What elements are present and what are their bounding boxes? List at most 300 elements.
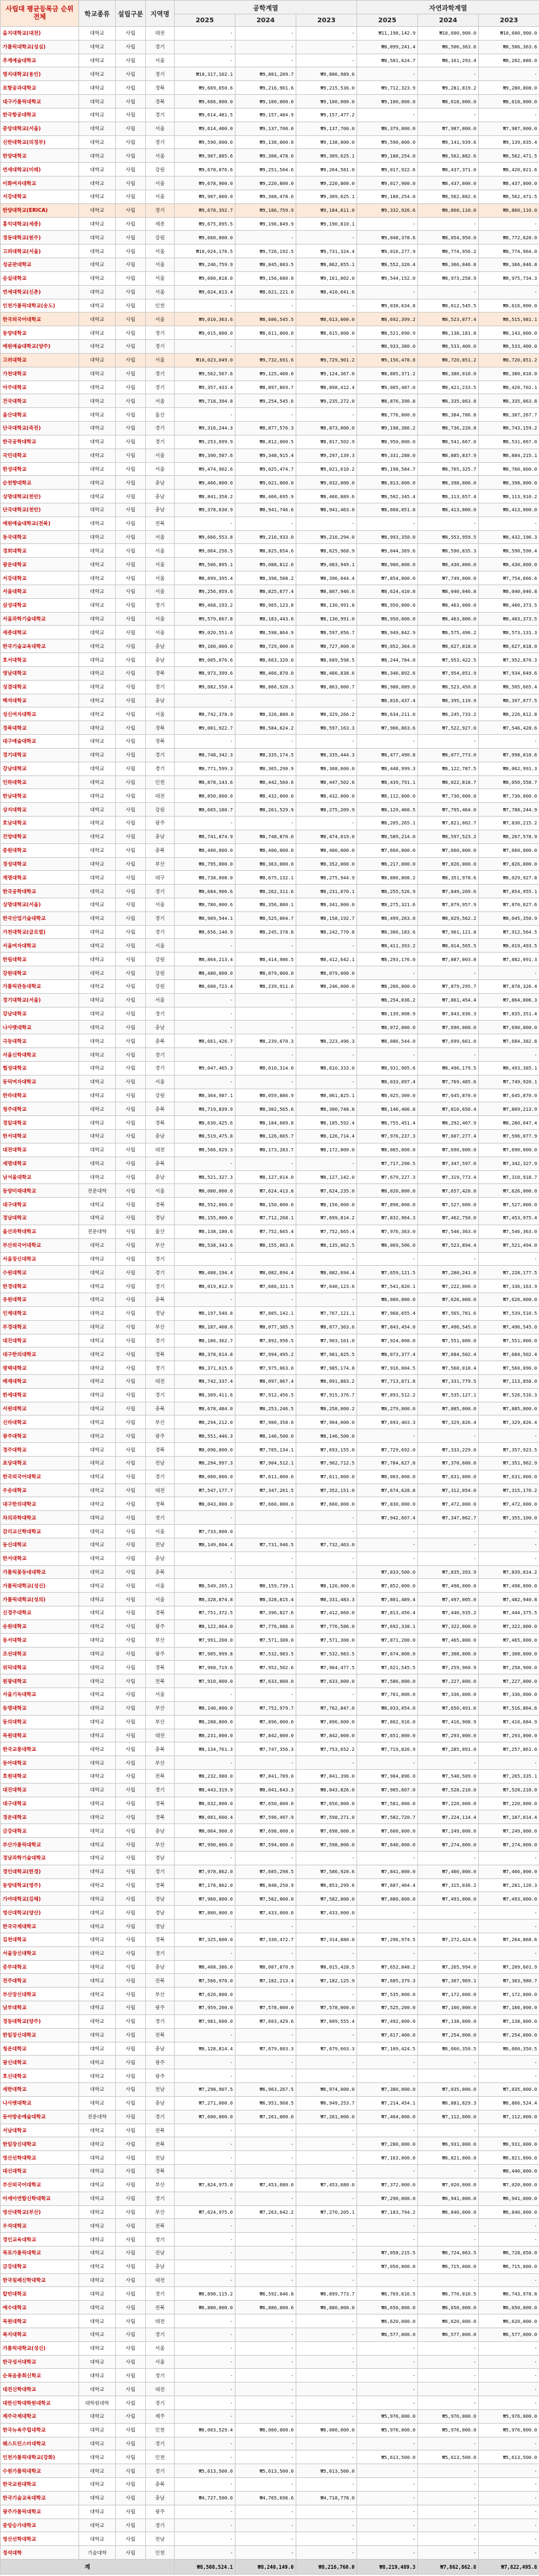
sci-2025-cell[interactable]: ₩7,924,000.0 <box>357 1334 418 1347</box>
sci-2024-cell[interactable]: ₩7,333,229.0 <box>418 1443 479 1457</box>
region-cell[interactable]: 경기 <box>146 1048 175 1062</box>
table-row[interactable] <box>1 830 539 843</box>
school-type-cell[interactable]: 대학교 <box>79 2246 116 2260</box>
eng-2025-cell[interactable]: ₩8,780,000.6 <box>175 898 235 912</box>
sci-2023-cell[interactable]: - <box>479 2396 539 2410</box>
table-row[interactable] <box>1 462 539 476</box>
sci-2023-cell[interactable]: ₩8,506,363.6 <box>479 40 539 54</box>
sci-2024-cell[interactable]: ₩6,941,000.0 <box>418 2192 479 2205</box>
region-cell[interactable]: 부산 <box>146 857 175 871</box>
school-name-cell[interactable]: 광주대학교 <box>1 1429 79 1443</box>
school-name-cell[interactable]: 대구한의대학교 <box>1 1347 79 1361</box>
sci-2024-cell[interactable]: ₩7,315,036.2 <box>418 1878 479 1892</box>
eng-2025-cell[interactable]: - <box>175 408 235 422</box>
table-row[interactable] <box>1 2260 539 2273</box>
sci-2023-cell[interactable]: ₩8,573,131.3 <box>479 626 539 639</box>
founding-type-cell[interactable]: 사립 <box>116 394 146 408</box>
region-cell[interactable]: 서울 <box>146 544 175 558</box>
eng-2023-cell[interactable]: ₩8,185,592.4 <box>296 1116 357 1130</box>
table-row[interactable] <box>1 993 539 1007</box>
region-cell[interactable]: 경기 <box>146 2233 175 2246</box>
school-name-cell[interactable]: 대구대학교 <box>1 1198 79 1212</box>
founding-type-cell[interactable]: 사립 <box>116 885 146 898</box>
sci-2025-cell[interactable]: ₩7,905,607.0 <box>357 1783 418 1797</box>
school-type-cell[interactable]: 대학교 <box>79 598 116 612</box>
founding-type-cell[interactable]: 사립 <box>116 2205 146 2219</box>
eng-2024-cell[interactable]: - <box>235 2532 296 2546</box>
sci-2025-cell[interactable]: - <box>357 2069 418 2083</box>
eng-2024-cell[interactable]: ₩6,951,968.5 <box>235 2096 296 2110</box>
sci-2025-cell[interactable]: ₩7,372,000.0 <box>357 2178 418 2192</box>
sci-2023-cell[interactable]: ₩6,650,000.0 <box>479 2301 539 2314</box>
sci-2024-cell[interactable]: ₩7,227,000.0 <box>418 1674 479 1688</box>
eng-2025-cell[interactable]: ₩9,005,076.6 <box>175 653 235 667</box>
eng-2023-cell[interactable]: ₩7,453,680.0 <box>296 2178 357 2192</box>
sci-2023-cell[interactable]: ₩7,839,014.2 <box>479 1565 539 1579</box>
eng-2025-cell[interactable]: ₩8,294,212.0 <box>175 1415 235 1429</box>
eng-2024-cell[interactable]: - <box>235 2137 296 2151</box>
eng-2024-cell[interactable]: - <box>235 2396 296 2410</box>
eng-2024-cell[interactable]: ₩7,261,000.0 <box>235 2110 296 2124</box>
school-name-cell[interactable]: 아세아연합신학대학교 <box>1 2192 79 2205</box>
sci-2023-cell[interactable]: ₩7,870,627.6 <box>479 898 539 912</box>
sci-2023-cell[interactable]: ₩7,264,868.6 <box>479 1933 539 1946</box>
school-type-cell[interactable]: 대학교 <box>79 2001 116 2015</box>
sci-2024-cell[interactable]: ₩7,138,000.0 <box>418 2014 479 2028</box>
eng-2025-cell[interactable]: ₩8,149,604.4 <box>175 1538 235 1551</box>
sci-2023-cell[interactable]: ₩7,626,000.0 <box>479 1184 539 1198</box>
sci-2025-cell[interactable]: ₩7,280,000.0 <box>357 2137 418 2151</box>
eng-2023-cell[interactable]: - <box>296 2165 357 2178</box>
eng-2023-cell[interactable]: ₩8,396,044.4 <box>296 571 357 585</box>
sci-2025-cell[interactable]: ₩8,805,371.2 <box>357 367 418 381</box>
table-row[interactable] <box>1 1320 539 1334</box>
region-cell[interactable]: 광주 <box>146 1647 175 1661</box>
sci-2023-cell[interactable]: ₩8,420,021.6 <box>479 163 539 177</box>
sci-2024-cell[interactable]: ₩7,810,650.4 <box>418 1102 479 1116</box>
eng-2024-cell[interactable]: ₩4,765,696.6 <box>235 2491 296 2505</box>
school-name-cell[interactable]: 국민대학교 <box>1 449 79 462</box>
sci-2024-cell[interactable]: ₩8,720,851.2 <box>418 353 479 367</box>
sci-2024-cell[interactable]: ₩7,879,295.7 <box>418 979 479 993</box>
school-name-cell[interactable]: 조선대학교 <box>1 1647 79 1661</box>
sci-2025-cell[interactable]: ₩8,129,460.5 <box>357 803 418 817</box>
founding-type-cell[interactable]: 사립 <box>116 2314 146 2328</box>
sci-2025-cell[interactable]: ₩5,976,000.0 <box>357 2423 418 2437</box>
eng-2025-cell[interactable]: ₩8,661,426.7 <box>175 1034 235 1048</box>
eng-2023-cell[interactable]: - <box>296 2233 357 2246</box>
school-name-cell[interactable]: 칼빈대학교 <box>1 2287 79 2301</box>
founding-type-cell[interactable]: 사립 <box>116 367 146 381</box>
school-type-cell[interactable]: 전문대학 <box>79 1225 116 1238</box>
sci-2024-cell[interactable]: - <box>418 2369 479 2382</box>
eng-2023-cell[interactable]: ₩8,597,163.3 <box>296 721 357 735</box>
founding-type-cell[interactable]: 사립 <box>116 2341 146 2355</box>
eng-2024-cell[interactable]: - <box>235 2518 296 2532</box>
eng-2023-cell[interactable]: ₩8,127,142.0 <box>296 1170 357 1184</box>
sci-2025-cell[interactable]: ₩8,950,000.0 <box>357 598 418 612</box>
region-cell[interactable]: 경남 <box>146 1920 175 1933</box>
eng-2024-cell[interactable]: ₩8,328,815.4 <box>235 1593 296 1606</box>
sci-2025-cell[interactable]: ₩8,755,451.4 <box>357 1116 418 1130</box>
eng-2024-cell[interactable]: ₩7,611,000.0 <box>235 1470 296 1483</box>
region-cell[interactable]: 서울 <box>146 1593 175 1606</box>
table-row[interactable] <box>1 1483 539 1497</box>
eng-2024-cell[interactable]: ₩7,347,201.5 <box>235 1483 296 1497</box>
founding-type-cell[interactable]: 사립 <box>116 2491 146 2505</box>
eng-2024-cell[interactable]: - <box>235 1293 296 1307</box>
eng-2023-cell[interactable]: ₩8,091,883.2 <box>296 1374 357 1388</box>
founding-type-cell[interactable]: 사립 <box>116 1988 146 2001</box>
founding-type-cell[interactable]: 사립 <box>116 2396 146 2410</box>
region-cell[interactable]: 경북 <box>146 95 175 109</box>
eng-2025-cell[interactable]: ₩8,738,008.0 <box>175 871 235 885</box>
region-cell[interactable]: 경북 <box>146 81 175 95</box>
eng-2023-cell[interactable]: ₩8,625,968.9 <box>296 544 357 558</box>
eng-2023-cell[interactable]: - <box>296 817 357 830</box>
founding-type-cell[interactable]: 사립 <box>116 2301 146 2314</box>
sci-2023-cell[interactable]: ₩8,202,080.0 <box>479 54 539 67</box>
eng-2023-cell[interactable]: ₩7,981,025.5 <box>296 1347 357 1361</box>
eng-2024-cell[interactable]: ₩8,729,000.0 <box>235 639 296 653</box>
sci-2024-cell[interactable]: ₩7,645,870.0 <box>418 1089 479 1102</box>
table-row[interactable] <box>1 67 539 81</box>
sci-2023-cell[interactable]: ₩8,050,558.7 <box>479 775 539 789</box>
sci-2025-cell[interactable]: ₩7,525,200.0 <box>357 2001 418 2015</box>
school-type-cell[interactable]: 대학교 <box>79 1674 116 1688</box>
school-name-cell[interactable]: 한국기술교육대학교 <box>1 639 79 653</box>
table-row[interactable] <box>1 1729 539 1742</box>
founding-type-cell[interactable]: 사립 <box>116 1865 146 1878</box>
eng-2025-cell[interactable]: ₩7,298,907.5 <box>175 2083 235 2097</box>
table-row[interactable] <box>1 612 539 626</box>
eng-2023-cell[interactable]: ₩9,190,810.1 <box>296 217 357 231</box>
table-row[interactable] <box>1 2478 539 2492</box>
founding-type-cell[interactable]: 사립 <box>116 1593 146 1606</box>
eng-2023-cell[interactable]: ₩8,015,428.5 <box>296 1960 357 1974</box>
sci-2024-cell[interactable]: ₩8,395,119.9 <box>418 694 479 707</box>
eng-2024-cell[interactable]: ₩6,848,250.9 <box>235 1878 296 1892</box>
school-type-cell[interactable]: 대학교 <box>79 245 116 258</box>
sci-2024-cell[interactable]: ₩7,347,062.7 <box>418 1511 479 1525</box>
school-type-cell[interactable]: 대학교 <box>79 1089 116 1102</box>
founding-type-cell[interactable]: 사립 <box>116 1824 146 1838</box>
region-cell[interactable]: 충북 <box>146 1402 175 1415</box>
sci-2024-cell[interactable]: ₩8,463,000.0 <box>418 598 479 612</box>
school-name-cell[interactable]: 세종대학교 <box>1 626 79 639</box>
sci-2023-cell[interactable]: ₩8,616,000.0 <box>479 299 539 313</box>
founding-type-cell[interactable]: 사립 <box>116 1619 146 1633</box>
eng-2024-cell[interactable]: ₩8,245,378.8 <box>235 925 296 939</box>
eng-2023-cell[interactable]: ₩7,915,376.7 <box>296 1388 357 1402</box>
eng-2023-cell[interactable]: - <box>296 1007 357 1021</box>
school-name-cell[interactable]: 세한대학교 <box>1 2083 79 2097</box>
founding-type-cell[interactable]: 사립 <box>116 558 146 571</box>
eng-2024-cell[interactable]: - <box>235 1252 296 1266</box>
school-name-cell[interactable]: 경주대학교 <box>1 1443 79 1457</box>
eng-2023-cell[interactable]: ₩8,079,000.0 <box>296 966 357 980</box>
region-cell[interactable]: 충남 <box>146 503 175 517</box>
eng-2025-cell[interactable]: ₩8,678,484.0 <box>175 1402 235 1415</box>
sci-2025-cell[interactable]: ₩7,582,720.7 <box>357 1810 418 1824</box>
eng-2025-cell[interactable]: ₩8,232,980.0 <box>175 1770 235 1784</box>
sci-2024-cell[interactable]: ₩7,749,000.0 <box>418 571 479 585</box>
eng-2025-cell[interactable]: - <box>175 517 235 530</box>
eng-2023-cell[interactable]: - <box>296 2437 357 2450</box>
eng-2024-cell[interactable]: ₩9,125,400.0 <box>235 367 296 381</box>
eng-2023-cell[interactable]: - <box>296 1851 357 1865</box>
sci-2023-cell[interactable]: - <box>479 1538 539 1551</box>
school-name-cell[interactable]: 금강대학교 <box>1 1824 79 1838</box>
sci-2023-cell[interactable]: - <box>479 2437 539 2450</box>
table-row[interactable] <box>1 135 539 149</box>
school-name-cell[interactable]: 목원대학교 <box>1 2314 79 2328</box>
sci-2024-cell[interactable]: - <box>418 2532 479 2546</box>
region-cell[interactable]: 전북 <box>146 2219 175 2233</box>
school-name-cell[interactable]: 단국대학교(죽전) <box>1 422 79 435</box>
sci-2025-cell[interactable]: ₩9,332,926.6 <box>357 203 418 217</box>
founding-type-cell[interactable]: 사립 <box>116 1633 146 1647</box>
region-cell[interactable]: 인천 <box>146 2546 175 2560</box>
eng-2024-cell[interactable]: ₩9,308,478.0 <box>235 149 296 163</box>
eng-2025-cell[interactable]: ₩8,973,399.6 <box>175 666 235 680</box>
eng-2024-cell[interactable]: - <box>235 2165 296 2178</box>
school-type-cell[interactable]: 대학교 <box>79 1688 116 1702</box>
eng-2025-cell[interactable]: ₩9,678,392.7 <box>175 203 235 217</box>
sci-2025-cell[interactable]: ₩5,976,000.0 <box>357 2409 418 2423</box>
founding-type-cell[interactable]: 사립 <box>116 1756 146 1770</box>
eng-2025-cell[interactable]: - <box>175 299 235 313</box>
region-cell[interactable]: 경기 <box>146 598 175 612</box>
eng-2024-cell[interactable]: ₩8,877,576.3 <box>235 422 296 435</box>
table-row[interactable] <box>1 694 539 707</box>
eng-2025-cell[interactable]: ₩8,665,180.7 <box>175 803 235 817</box>
school-name-cell[interactable]: 가톨릭대학교(성심) <box>1 40 79 54</box>
sci-2024-cell[interactable]: ₩6,724,063.5 <box>418 2246 479 2260</box>
sci-2025-cell[interactable]: - <box>357 67 418 81</box>
eng-2025-cell[interactable]: - <box>175 2478 235 2492</box>
table-row[interactable] <box>1 598 539 612</box>
sci-2023-cell[interactable]: ₩7,809,213.9 <box>479 1102 539 1116</box>
region-cell[interactable]: 경남 <box>146 1892 175 1906</box>
school-type-cell[interactable]: 대학교 <box>79 2423 116 2437</box>
region-cell[interactable]: 대전 <box>146 789 175 803</box>
region-cell[interactable]: 서울 <box>146 558 175 571</box>
sci-2023-cell[interactable]: ₩7,690,000.0 <box>479 1143 539 1157</box>
sci-2023-cell[interactable]: ₩6,931,000.0 <box>479 2137 539 2151</box>
sci-2024-cell[interactable]: ₩7,987,000.0 <box>418 122 479 135</box>
region-cell[interactable]: 서울 <box>146 462 175 476</box>
school-name-cell[interactable]: 인제대학교 <box>1 1306 79 1320</box>
region-cell[interactable]: 경기 <box>146 340 175 354</box>
sci-2023-cell[interactable]: ₩7,308,000.0 <box>479 1647 539 1661</box>
sci-2025-cell[interactable]: - <box>357 2165 418 2178</box>
school-name-cell[interactable]: 서울신학대학교 <box>1 1048 79 1062</box>
region-cell[interactable]: 경기 <box>146 367 175 381</box>
sci-2025-cell[interactable]: ₩8,950,000.0 <box>357 435 418 449</box>
founding-type-cell[interactable]: 사립 <box>116 326 146 340</box>
sci-2023-cell[interactable]: ₩7,351,962.9 <box>479 1456 539 1470</box>
eng-2025-cell[interactable]: ₩7,620,000.0 <box>175 1988 235 2001</box>
eng-2023-cell[interactable]: ₩8,368,600.0 <box>296 762 357 775</box>
eng-2023-cell[interactable]: - <box>296 1048 357 1062</box>
sci-2025-cell[interactable]: - <box>357 517 418 530</box>
sci-2025-cell[interactable]: - <box>357 2546 418 2560</box>
founding-type-cell[interactable]: 사립 <box>116 639 146 653</box>
founding-type-cell[interactable]: 사립 <box>116 1238 146 1252</box>
total-sci-2024[interactable]: ₩7,862,862.8 <box>418 2560 479 2575</box>
eng-2025-cell[interactable]: ₩10,317,102.1 <box>175 67 235 81</box>
region-cell[interactable]: 충남 <box>146 2491 175 2505</box>
eng-2023-cell[interactable]: ₩8,150,000.0 <box>296 1198 357 1212</box>
eng-2023-cell[interactable]: - <box>296 1293 357 1307</box>
sci-2024-cell[interactable]: ₩5,976,000.0 <box>418 2409 479 2423</box>
eng-2023-cell[interactable]: ₩8,130,991.0 <box>296 612 357 626</box>
school-type-cell[interactable]: 대학교 <box>79 1960 116 1974</box>
school-name-cell[interactable]: 대진대학교 <box>1 1334 79 1347</box>
table-row[interactable] <box>1 1170 539 1184</box>
table-row[interactable] <box>1 1415 539 1429</box>
table-row[interactable] <box>1 1388 539 1402</box>
table-row[interactable] <box>1 231 539 245</box>
sci-2025-cell[interactable]: ₩6,577,000.0 <box>357 2328 418 2341</box>
table-row[interactable] <box>1 1851 539 1865</box>
school-type-cell[interactable]: 대학교 <box>79 2192 116 2205</box>
founding-type-cell[interactable]: 사립 <box>116 435 146 449</box>
eng-2024-cell[interactable]: - <box>235 1551 296 1565</box>
school-name-cell[interactable]: 동의대학교 <box>1 1715 79 1729</box>
eng-2023-cell[interactable]: ₩7,660,000.0 <box>296 1497 357 1511</box>
region-cell[interactable]: 전북 <box>146 1974 175 1988</box>
eng-2025-cell[interactable]: ₩8,630,425.6 <box>175 1116 235 1130</box>
sci-2023-cell[interactable]: - <box>479 2532 539 2546</box>
eng-2023-cell[interactable]: - <box>296 1157 357 1170</box>
school-name-cell[interactable]: 영산선학대학교 <box>1 2151 79 2165</box>
sci-2024-cell[interactable]: ₩8,161,293.4 <box>418 54 479 67</box>
region-cell[interactable]: 부산 <box>146 1238 175 1252</box>
table-row[interactable] <box>1 558 539 571</box>
table-row[interactable] <box>1 2124 539 2137</box>
sci-2024-cell[interactable]: ₩7,522,927.0 <box>418 721 479 735</box>
eng-2024-cell[interactable]: - <box>235 2450 296 2464</box>
founding-type-cell[interactable]: 사립 <box>116 1130 146 1144</box>
school-type-cell[interactable]: 대학교 <box>79 1238 116 1252</box>
founding-type-cell[interactable]: 사립 <box>116 680 146 694</box>
school-name-cell[interactable]: 예원예술대학교(양주) <box>1 340 79 354</box>
sci-2024-cell[interactable]: ₩7,331,779.5 <box>418 1374 479 1388</box>
sci-2023-cell[interactable]: ₩7,482,940.8 <box>479 1593 539 1606</box>
region-cell[interactable]: 충남 <box>146 1130 175 1144</box>
school-type-cell[interactable]: 대학교 <box>79 585 116 598</box>
eng-2023-cell[interactable]: ₩8,242,770.8 <box>296 925 357 939</box>
founding-type-cell[interactable]: 사립 <box>116 830 146 843</box>
sci-2023-cell[interactable]: ₩7,830,215.2 <box>479 817 539 830</box>
sci-2024-cell[interactable]: ₩6,931,000.0 <box>418 2137 479 2151</box>
sci-2024-cell[interactable]: ₩7,496,545.0 <box>418 1320 479 1334</box>
region-cell[interactable]: 경기 <box>146 1061 175 1075</box>
table-row[interactable] <box>1 530 539 544</box>
region-cell[interactable]: 서울 <box>146 571 175 585</box>
eng-2024-cell[interactable]: - <box>235 1851 296 1865</box>
region-cell[interactable]: 경기 <box>146 2518 175 2532</box>
eng-2025-cell[interactable]: ₩8,197,540.8 <box>175 1306 235 1320</box>
table-row[interactable] <box>1 81 539 95</box>
sci-2024-cell[interactable]: ₩7,879,957.9 <box>418 898 479 912</box>
sci-2024-cell[interactable]: ₩8,590,835.3 <box>418 544 479 558</box>
school-name-cell[interactable]: 대구한의대학교 <box>1 1497 79 1511</box>
eng-2023-cell[interactable]: ₩8,126,714.4 <box>296 1130 357 1144</box>
table-row[interactable] <box>1 340 539 354</box>
school-name-cell[interactable]: 계명대학교 <box>1 871 79 885</box>
total-eng-2025[interactable]: ₩8,508,524.1 <box>175 2560 235 2575</box>
eng-2024-cell[interactable]: ₩8,584,624.2 <box>235 721 296 735</box>
sci-2025-cell[interactable]: - <box>357 2341 418 2355</box>
school-type-cell[interactable]: 대학교 <box>79 1878 116 1892</box>
school-name-cell[interactable]: 서강대학교 <box>1 571 79 585</box>
eng-2024-cell[interactable]: ₩8,598,864.9 <box>235 626 296 639</box>
eng-2023-cell[interactable]: ₩7,598,271.0 <box>296 1810 357 1824</box>
eng-2025-cell[interactable]: ₩8,309,411.6 <box>175 1388 235 1402</box>
founding-type-cell[interactable]: 사립 <box>116 1102 146 1116</box>
table-row[interactable] <box>1 245 539 258</box>
sci-2025-cell[interactable]: ₩7,109,424.5 <box>357 2042 418 2056</box>
eng-2024-cell[interactable]: ₩6,963,267.5 <box>235 2083 296 2097</box>
eng-2025-cell[interactable]: ₩6,880,000.0 <box>175 2301 235 2314</box>
region-cell[interactable]: 충남 <box>146 694 175 707</box>
sci-2024-cell[interactable]: ₩7,690,000.0 <box>418 1021 479 1034</box>
founding-type-cell[interactable]: 사립 <box>116 517 146 530</box>
table-row[interactable] <box>1 1075 539 1089</box>
school-name-cell[interactable]: 김천대학교 <box>1 1933 79 1946</box>
founding-type-cell[interactable]: 사립 <box>116 1320 146 1334</box>
school-name-cell[interactable]: 광신대학교 <box>1 2056 79 2069</box>
eng-2025-cell[interactable]: ₩8,600,723.4 <box>175 979 235 993</box>
sci-2025-cell[interactable]: - <box>357 2437 418 2450</box>
eng-2023-cell[interactable]: ₩8,082,694.4 <box>296 1266 357 1280</box>
eng-2024-cell[interactable]: - <box>235 54 296 67</box>
school-type-cell[interactable]: 대학교 <box>79 1742 116 1756</box>
sci-2025-cell[interactable]: - <box>357 217 418 231</box>
sci-2024-cell[interactable]: ₩8,562,882.6 <box>418 190 479 203</box>
region-cell[interactable]: 충북 <box>146 1293 175 1307</box>
sci-2025-cell[interactable]: ₩7,976,363.0 <box>357 1225 418 1238</box>
school-type-cell[interactable]: 대학교 <box>79 1402 116 1415</box>
sci-2024-cell[interactable]: ₩7,249,000.0 <box>418 1824 479 1838</box>
region-cell[interactable]: 전남 <box>146 2151 175 2165</box>
eng-2023-cell[interactable]: ₩7,352,151.0 <box>296 1483 357 1497</box>
school-type-cell[interactable]: 대학교 <box>79 2328 116 2341</box>
school-type-cell[interactable]: 대학교 <box>79 1361 116 1375</box>
founding-type-cell[interactable]: 사립 <box>116 449 146 462</box>
table-row[interactable] <box>1 585 539 598</box>
eng-2024-cell[interactable]: ₩6,592,046.8 <box>235 2287 296 2301</box>
sci-2024-cell[interactable]: ₩7,329,826.4 <box>418 1415 479 1429</box>
founding-type-cell[interactable]: 사립 <box>116 1933 146 1946</box>
sci-2024-cell[interactable]: ₩7,551,000.0 <box>418 1334 479 1347</box>
school-name-cell[interactable]: 한성대학교 <box>1 462 79 476</box>
region-cell[interactable]: 충북 <box>146 843 175 857</box>
eng-2025-cell[interactable]: ₩8,549,265.1 <box>175 1579 235 1593</box>
region-cell[interactable]: 대전 <box>146 1729 175 1742</box>
sci-2023-cell[interactable]: ₩7,645,870.0 <box>479 1089 539 1102</box>
founding-type-cell[interactable]: 사립 <box>116 2382 146 2396</box>
sci-2023-cell[interactable]: ₩7,546,363.0 <box>479 1225 539 1238</box>
school-type-cell[interactable]: 대학교 <box>79 817 116 830</box>
school-type-cell[interactable]: 대학교 <box>79 271 116 285</box>
sci-2025-cell[interactable]: - <box>357 2505 418 2518</box>
school-type-cell[interactable]: 대학교 <box>79 885 116 898</box>
table-row[interactable] <box>1 435 539 449</box>
